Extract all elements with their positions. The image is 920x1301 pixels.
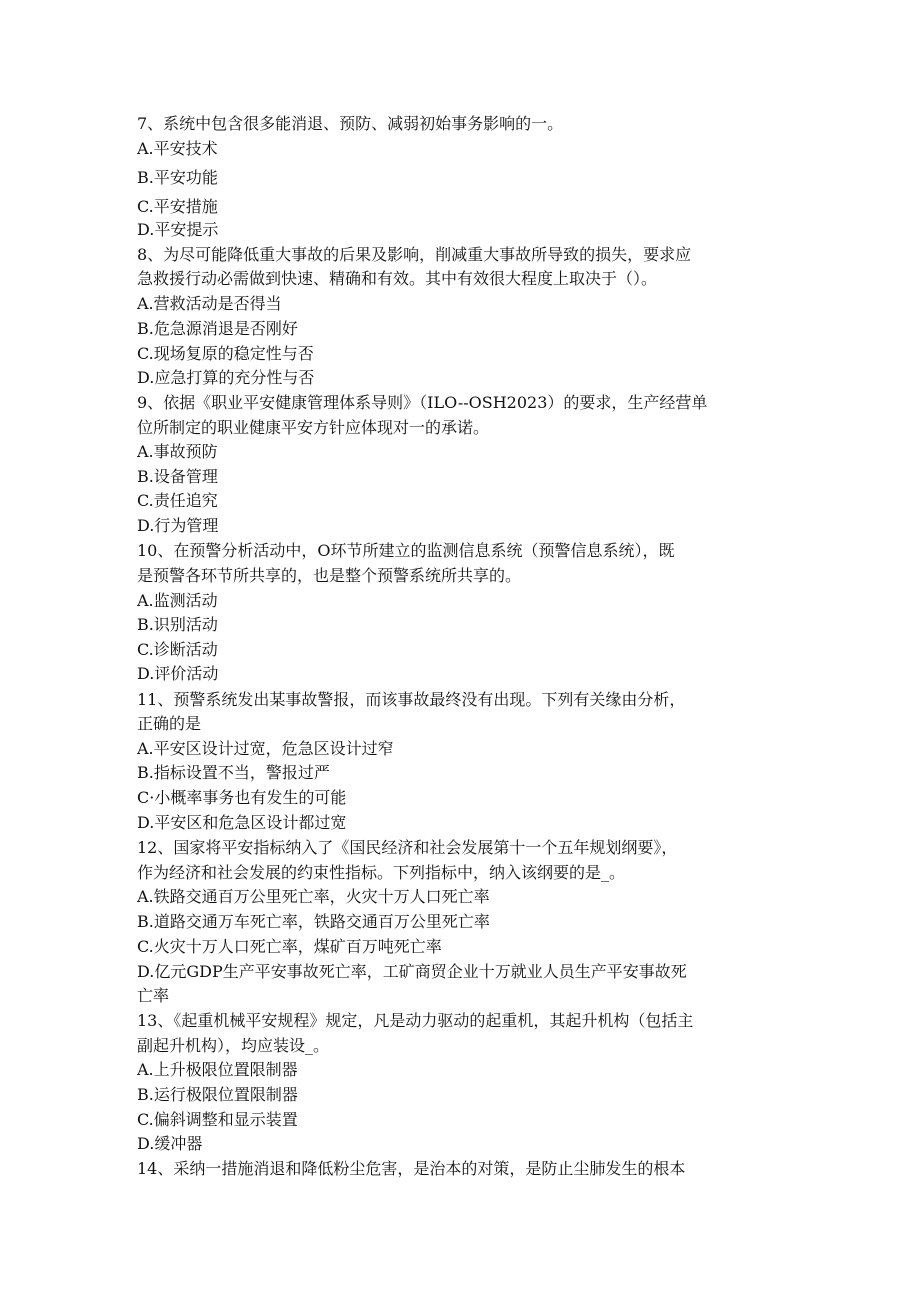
question-11-option-d: D.平安区和危急区设计都过宽 bbox=[137, 813, 347, 832]
question-7-option-c: C.平安措施 bbox=[137, 197, 218, 216]
question-12-option-d-line-1: D.亿元GDP生产平安事故死亡率，工矿商贸企业十万就业人员生产平安事故死 bbox=[137, 962, 687, 981]
question-13-text-line-1: 13、《起重机械平安规程》规定，凡是动力驱动的起重机，其起升机构（包括主 bbox=[137, 1011, 694, 1030]
question-12-option-d-line-2: 亡率 bbox=[137, 986, 170, 1005]
question-8-option-b: B.危急源消退是否刚好 bbox=[137, 319, 298, 338]
question-13-option-b: B.运行极限位置限制器 bbox=[137, 1085, 298, 1104]
question-12-option-b: B.道路交通万车死亡率，铁路交通百万公里死亡率 bbox=[137, 912, 490, 931]
question-10-option-a: A.监测活动 bbox=[137, 591, 218, 610]
question-11-text-line-1: 11、预警系统发出某事故警报，而该事故最终没有出现。下列有关缘由分析， bbox=[137, 690, 686, 709]
question-14-text-line-1: 14、采纳一措施消退和降低粉尘危害，是治本的对策，是防止尘肺发生的根本 bbox=[137, 1159, 686, 1178]
question-9-text-line-1: 9、依据《职业平安健康管理体系导则》（ILO--OSH2023）的要求，生产经营单 bbox=[137, 393, 708, 412]
question-12-text-line-1: 12、国家将平安指标纳入了《国民经济和社会发展第十一个五年规划纲要》， bbox=[137, 838, 678, 857]
question-10-option-c: C.诊断活动 bbox=[137, 640, 218, 659]
question-7-text: 7、系统中包含很多能消退、预防、减弱初始事务影响的一。 bbox=[137, 114, 564, 133]
question-10-text-line-1: 10、在预警分析活动中，O环节所建立的监测信息系统（预警信息系统），既 bbox=[137, 541, 675, 560]
question-10-option-b: B.识别活动 bbox=[137, 615, 218, 634]
question-11-option-a: A.平安区设计过宽，危急区设计过窄 bbox=[137, 739, 394, 758]
question-13-option-d: D.缓冲器 bbox=[137, 1134, 203, 1153]
question-10-option-d: D.评价活动 bbox=[137, 664, 219, 683]
question-9-option-c: C.责任追究 bbox=[137, 491, 218, 510]
question-11-option-b: B.指标设置不当，警报过严 bbox=[137, 763, 330, 782]
question-9-option-a: A.事故预防 bbox=[137, 442, 218, 461]
question-8-text-line-1: 8、为尽可能降低重大事故的后果及影响，削减重大事故所导致的损失，要求应 bbox=[137, 245, 692, 264]
question-8-option-d: D.应急打算的充分性与否 bbox=[137, 368, 315, 387]
question-9-option-b: B.设备管理 bbox=[137, 467, 218, 486]
question-8-option-c: C.现场复原的稳定性与否 bbox=[137, 344, 314, 363]
question-13-text-line-2: 副起升机构），均应装设_。 bbox=[137, 1036, 330, 1055]
question-10-text-line-2: 是预警各环节所共享的，也是整个预警系统所共享的。 bbox=[137, 566, 522, 585]
question-11-option-c: C·小概率事务也有发生的可能 bbox=[137, 788, 347, 807]
question-7-option-d: D.平安提示 bbox=[137, 220, 219, 239]
question-13-option-c: C.偏斜调整和显示装置 bbox=[137, 1110, 298, 1129]
question-12-text-line-2: 作为经济和社会发展的约束性指标。下列指标中，纳入该纲要的是_。 bbox=[137, 863, 626, 882]
question-13-option-a: A.上升极限位置限制器 bbox=[137, 1060, 298, 1079]
question-9-text-line-2: 位所制定的职业健康平安方针应体现对一的承诺。 bbox=[137, 418, 490, 437]
question-9-option-d: D.行为管理 bbox=[137, 516, 219, 535]
question-7-option-a: A.平安技术 bbox=[137, 139, 218, 158]
question-11-text-line-2: 正确的是 bbox=[137, 714, 202, 733]
question-8-text-line-2: 急救援行动必需做到快速、精确和有效。其中有效很大程度上取决于（）。 bbox=[137, 269, 658, 288]
question-8-option-a: A.营救活动是否得当 bbox=[137, 294, 282, 313]
question-7-option-b: B.平安功能 bbox=[137, 168, 218, 187]
question-12-option-c: C.火灾十万人口死亡率，煤矿百万吨死亡率 bbox=[137, 937, 442, 956]
question-12-option-a: A.铁路交通百万公里死亡率，火灾十万人口死亡率 bbox=[137, 887, 490, 906]
